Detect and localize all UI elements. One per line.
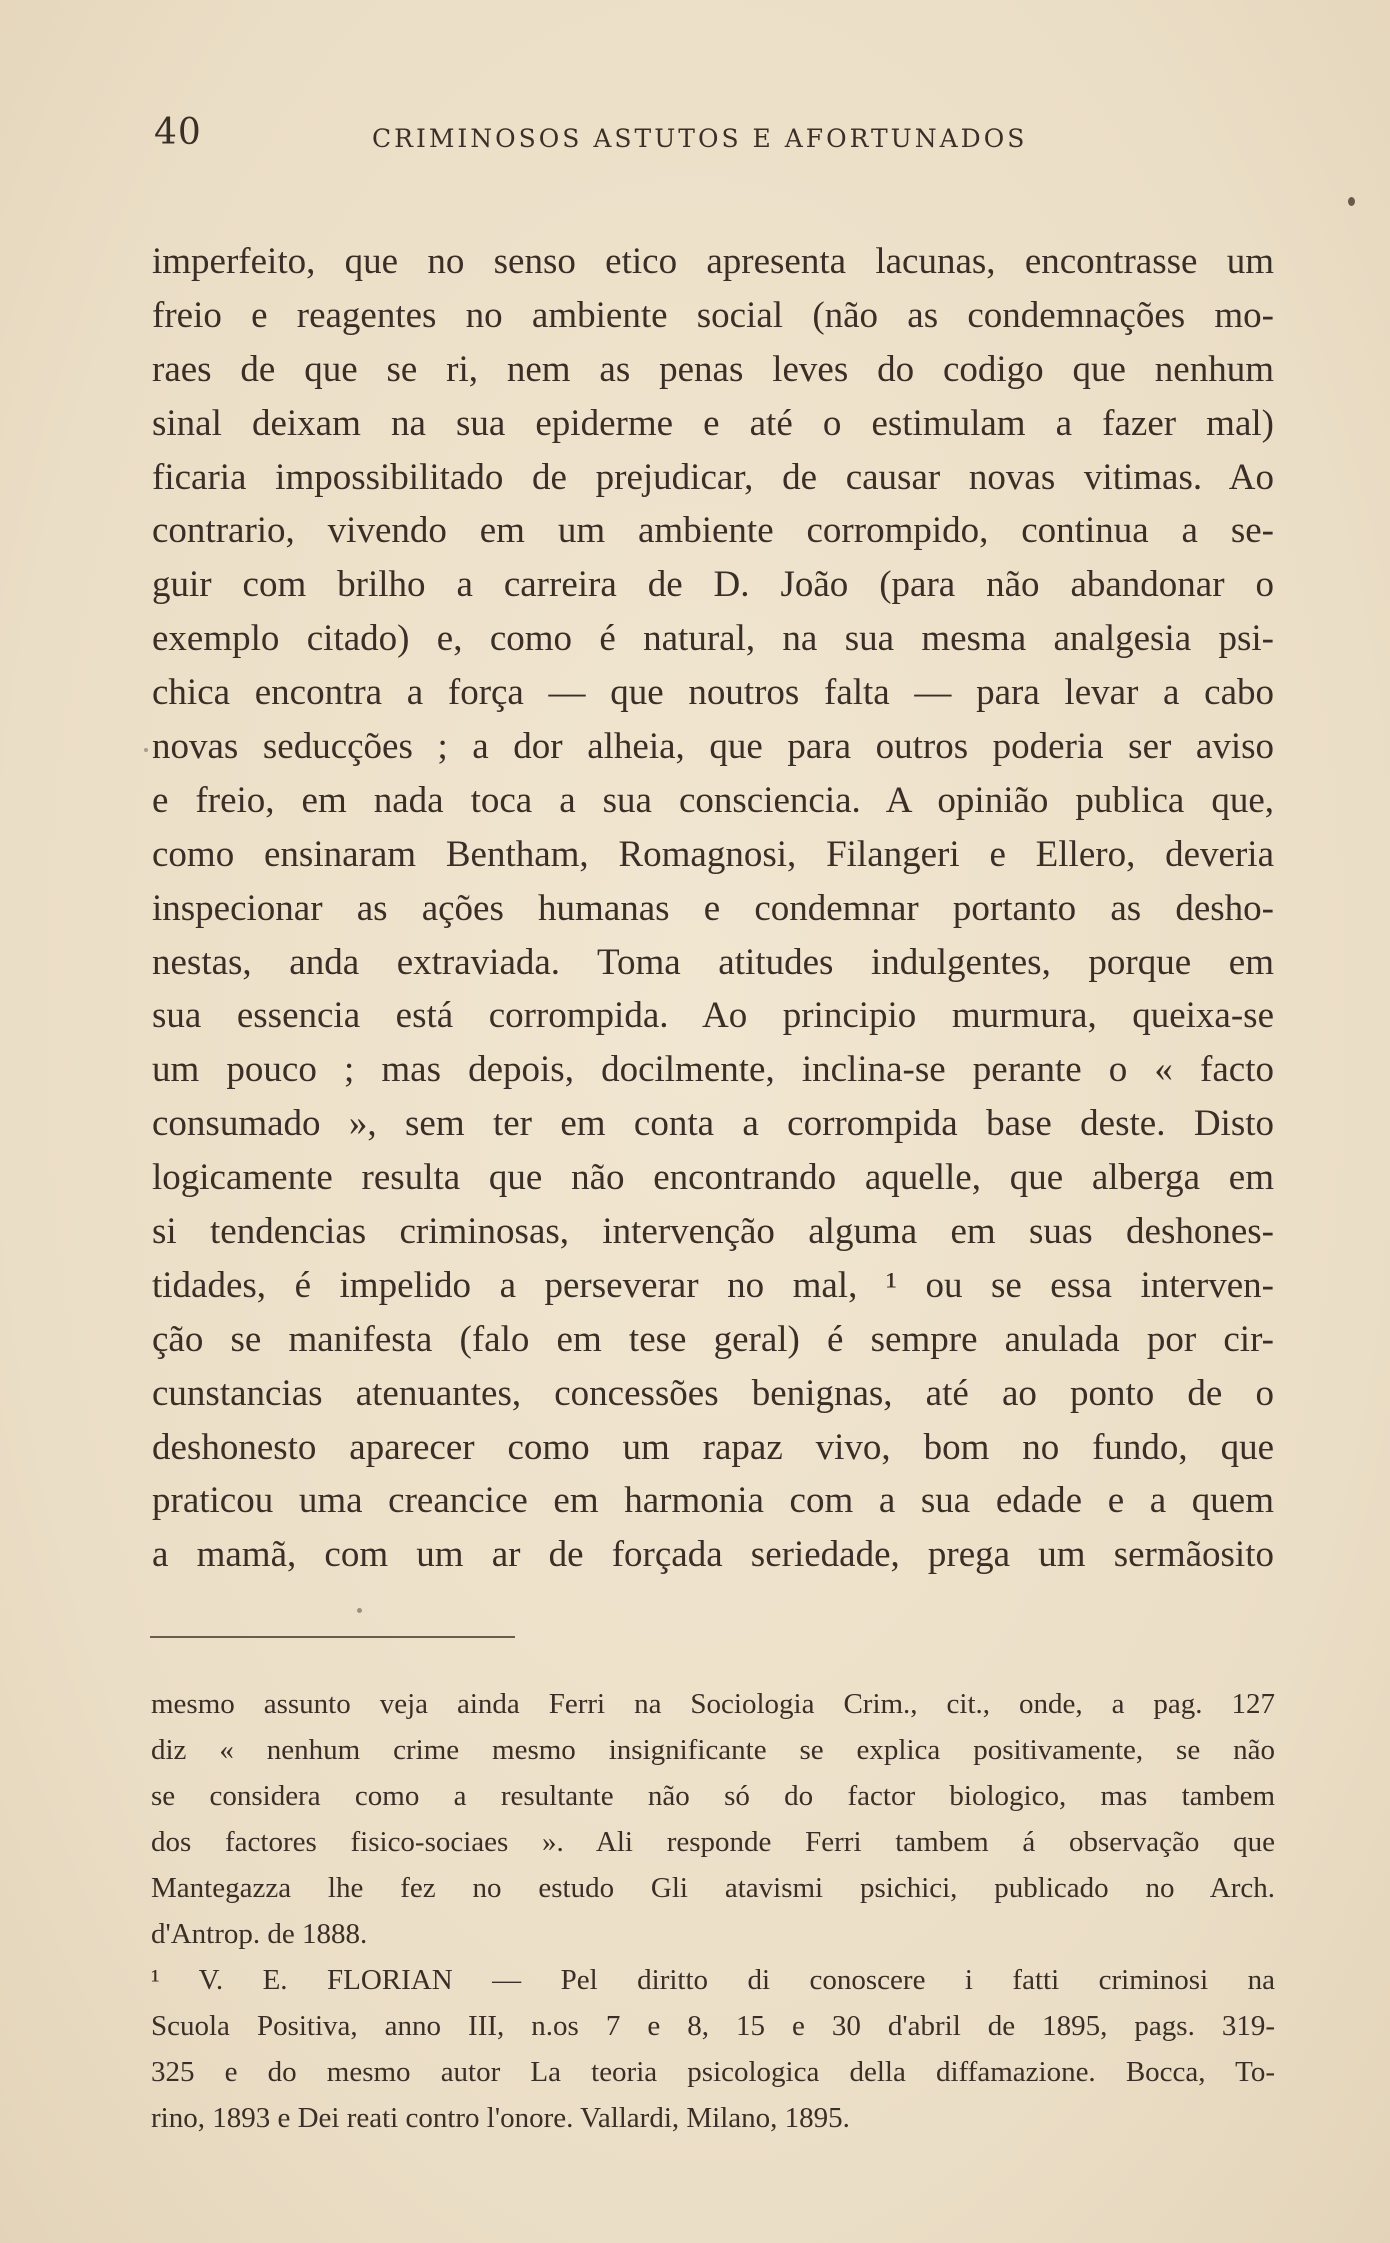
body-line: tidades, é impelido a perseverar no mal, ¹ ou se essa interven- [152, 1264, 1274, 1306]
running-head: CRIMINOSOS ASTUTOS E AFORTUNADOS [372, 124, 1028, 153]
body-line: chica encontra a força — que noutros falta — para levar a cabo [152, 672, 1274, 714]
footnote-line: ¹ V. E. FLORIAN — Pel diritto di conoscere i fatti criminosi na [151, 1964, 1275, 1996]
body-line: imperfeito, que no senso etico apresenta lacunas, encontrasse um [152, 241, 1274, 282]
body-line: guir com brilho a carreira de D. João (para não abandonar o [152, 564, 1274, 606]
body-line: um pouco ; mas depois, docilmente, inclina-se perante o « facto [152, 1049, 1274, 1091]
footnote-line: 325 e do mesmo autor La teoria psicologica della diffamazione. Bocca, To- [151, 2056, 1275, 2088]
body-line: novas seducções ; a dor alheia, que para outros poderia ser aviso [152, 726, 1274, 768]
body-line: ficaria impossibilitado de prejudicar, de causar novas vitimas. Ao [152, 456, 1274, 498]
body-line: ção se manifesta (falo em tese geral) é sempre anulada por cir- [152, 1318, 1274, 1360]
body-line: exemplo citado) e, como é natural, na sua mesma analgesia psi- [152, 618, 1274, 660]
footnotes [151, 1681, 1275, 2141]
paper-speck [357, 1608, 362, 1613]
paper-speck [144, 748, 148, 752]
footnote-line: rino, 1893 e Dei reati contro l'onore. Vallardi, Milano, 1895. [151, 2102, 850, 2134]
body-line: freio e reagentes no ambiente social (não as condemnações mo- [152, 294, 1274, 336]
body-line: a mamã, com um ar de forçada seriedade, prega um sermãosito [152, 1534, 1274, 1576]
body-line: inspecionar as ações humanas e condemnar portanto as desho- [152, 887, 1274, 929]
body-line: como ensinaram Bentham, Romagnosi, Filangeri e Ellero, deveria [152, 833, 1274, 875]
body-line: raes de que se ri, nem as penas leves do codigo que nenhum [152, 348, 1274, 390]
body-line: deshonesto aparecer como um rapaz vivo, bom no fundo, que [152, 1426, 1274, 1468]
body-line: cunstancias atenuantes, concessões benignas, até ao ponto de o [152, 1372, 1274, 1414]
body-line: consumado », sem ter em conta a corrompida base deste. Disto [152, 1103, 1274, 1145]
body-line: si tendencias criminosas, intervenção alguma em suas deshones- [152, 1211, 1274, 1253]
body-line: logicamente resulta que não encontrando aquelle, que alberga em [152, 1157, 1274, 1199]
body-line: sua essencia está corrompida. Ao principio murmura, queixa-se [152, 995, 1274, 1037]
footnote-separator [150, 1636, 515, 1638]
body-text [152, 235, 1274, 1582]
page-number: 40 [154, 112, 202, 153]
body-line: sinal deixam na sua epiderme e até o estimulam a fazer mal) [152, 402, 1274, 444]
footnote-line: dos factores fisico-sociaes ». Ali responde Ferri tambem á observação que [151, 1826, 1275, 1858]
body-line: nestas, anda extraviada. Toma atitudes indulgentes, porque em [152, 941, 1274, 983]
footnote-line: se considera como a resultante não só do factor biologico, mas tambem [151, 1780, 1275, 1812]
footnote-line: Scuola Positiva, anno III, n.os 7 e 8, 15 e 30 d'abril de 1895, pags. 319- [151, 2010, 1275, 2042]
body-line: praticou uma creancice em harmonia com a sua edade e a quem [152, 1480, 1274, 1522]
footnote-line: diz « nenhum crime mesmo insignificante se explica positivamente, se não [151, 1734, 1275, 1766]
body-line: contrario, vivendo em um ambiente corrompido, continua a se- [152, 510, 1274, 552]
footnote-line: Mantegazza lhe fez no estudo Gli atavismi psichici, publicado no Arch. [151, 1872, 1275, 1904]
footnote-line: mesmo assunto veja ainda Ferri na Sociologia Crim., cit., onde, a pag. 127 [151, 1688, 1275, 1720]
footnote-line: d'Antrop. de 1888. [151, 1918, 368, 1950]
page-header [154, 112, 1274, 162]
paper-speck [1348, 197, 1355, 206]
body-line: e freio, em nada toca a sua consciencia. A opinião publica que, [152, 779, 1274, 821]
